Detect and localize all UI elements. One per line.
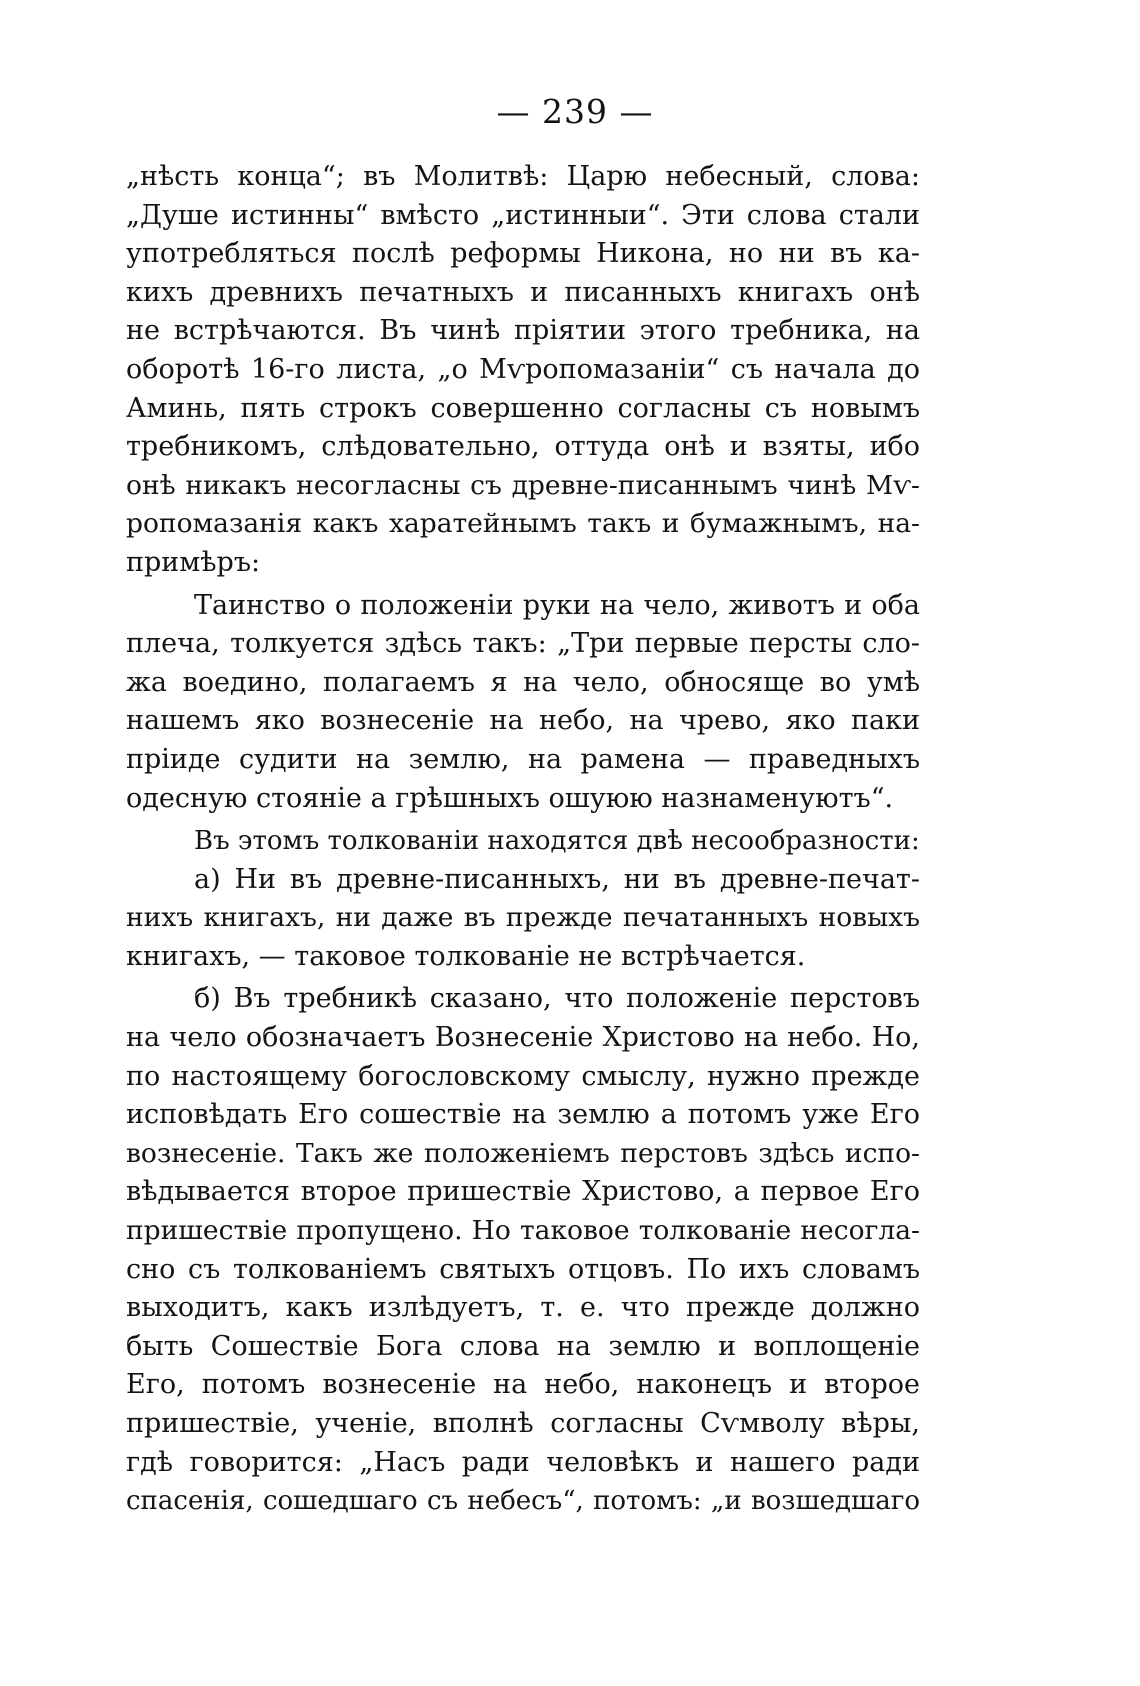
text-line: пріиде судити на землю, на рамена — праведныхъ [126,743,920,775]
text-line: плеча, толкуется здѣсь такъ: „Три первые персты сло- [126,628,920,660]
text-line: употребляться послѣ реформы Никона, но ни въ ка- [126,238,920,270]
text-line: требникомъ, слѣдовательно, оттуда онѣ и взяты, ибо [126,431,920,463]
text-line: книгахъ, — таковое толкованіе не встрѣчается. [126,940,806,972]
text-line: жа воедино, полагаемъ я на чело, обносяще во умѣ [126,666,920,698]
text-line: „Душе истинны“ вмѣсто „истинныи“. Эти слова стали [126,199,920,231]
text-line: оборотѣ 16-го листа, „о Мѵропомазаніи“ съ начала до [126,353,920,385]
text-line: б) Въ требникѣ сказано, что положеніе перстовъ [194,983,920,1015]
text-line: примѣръ: [126,546,261,578]
text-line: спасенія, сошедшаго съ небесъ“, потомъ: „и возшедшаго [126,1486,920,1517]
text-line: выходитъ, какъ излѣдуетъ, т. е. что прежде должно [126,1292,920,1324]
text-line: гдѣ говорится: „Насъ ради человѣкъ и нашего ради [126,1446,920,1478]
text-line: „нѣсть конца“; въ Молитвѣ: Царю небесный, слова: [126,161,920,192]
text-line: кихъ древнихъ печатныхъ и писанныхъ книгахъ онѣ [126,276,920,308]
text-line: исповѣдать Его сошествіе на землю а потомъ уже Его [126,1099,920,1131]
page-number: — 239 — [496,92,654,131]
text-line: нихъ книгахъ, ни даже въ прежде печатанныхъ новыхъ [126,902,920,934]
text-line: онѣ никакъ несогласны съ древне-писаннымъ чинѣ Мѵ- [126,469,920,501]
text-line: Его, потомъ вознесеніе на небо, наконецъ и второе [126,1369,920,1401]
text-line: вѣдывается второе пришествіе Христово, а первое Его [126,1176,920,1208]
text-line: Въ этомъ толкованіи находятся двѣ несообразности: [194,826,920,857]
body-text [126,158,920,1521]
text-line: а) Ни въ древне-писанныхъ, ни въ древне-печат- [194,863,920,895]
text-line: нашемъ яко вознесеніе на небо, на чрево, яко паки [126,705,920,737]
text-line: быть Сошествіе Бога слова на землю и воплощеніе [126,1330,920,1362]
text-line: пришествіе пропущено. Но таковое толкованіе несогла- [126,1215,920,1247]
text-line: сно съ толкованіемъ святыхъ отцовъ. По ихъ словамъ [126,1253,920,1285]
text-line: по настоящему богословскому смыслу, нужно прежде [126,1060,920,1092]
text-line: одесную стояніе а грѣшныхъ ошуюю назнаменуютъ“. [126,782,894,814]
text-line: Аминь, пять строкъ совершенно согласны съ новымъ [126,392,920,424]
text-line: Таинство о положеніи руки на чело, животъ и оба [194,589,920,621]
text-line: пришествіе, ученіе, вполнѣ согласны Сѵмволу вѣры, [126,1408,920,1439]
text-line: не встрѣчаются. Въ чинѣ пріятии этого требника, на [126,315,920,347]
text-line: ропомазанія какъ харатейнымъ такъ и бумажнымъ, на- [126,508,920,540]
text-line: вознесеніе. Такъ же положеніемъ перстовъ здѣсь испо- [126,1137,920,1169]
text-line: на чело обозначаетъ Вознесеніе Христово на небо. Но, [126,1022,920,1054]
